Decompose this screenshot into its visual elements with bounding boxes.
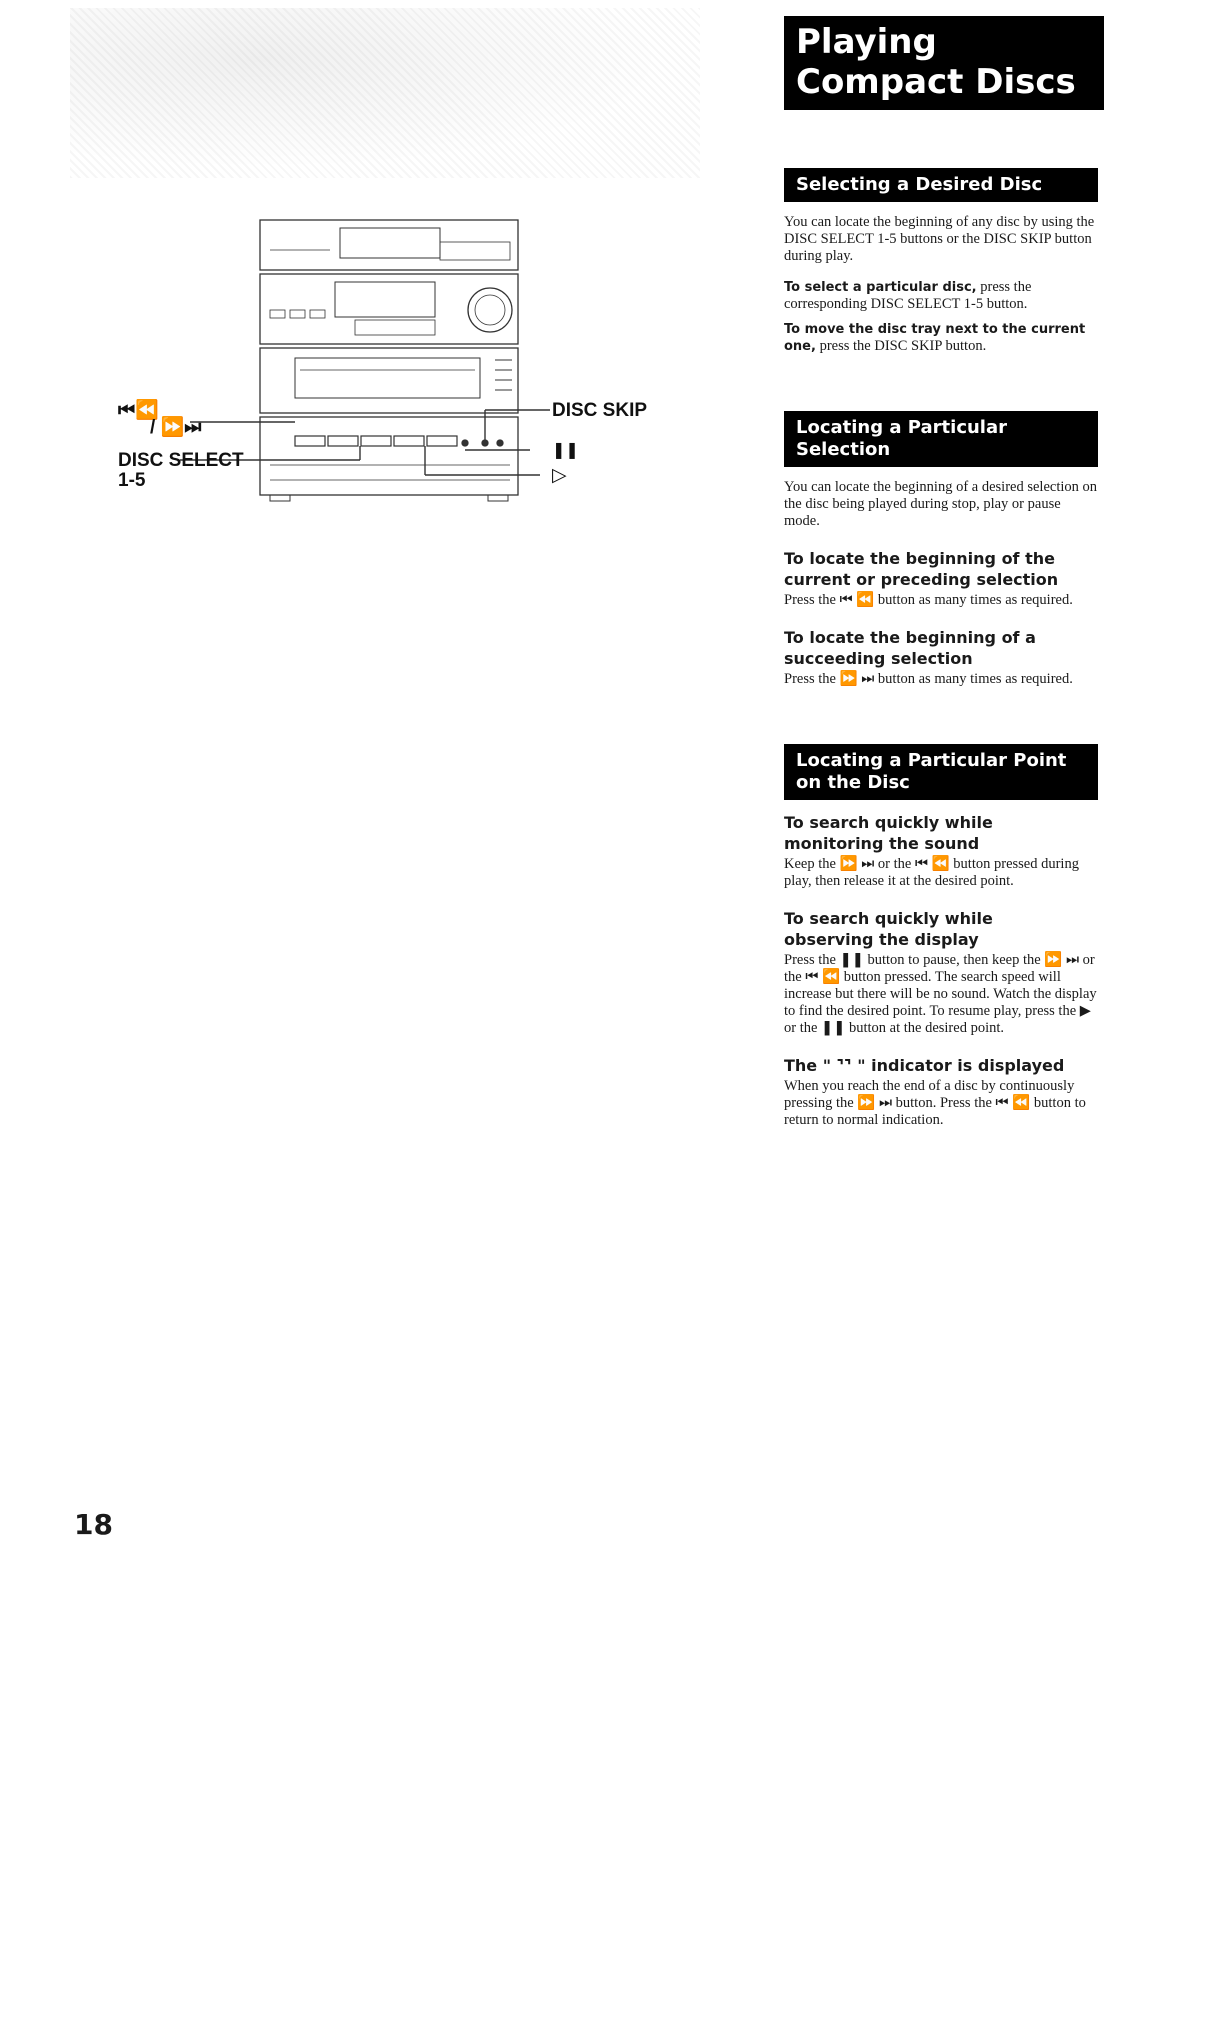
subheading-indicator: The " ⌝⌝ " indicator is displayed <box>784 1056 1065 1075</box>
select-para-2: To move the disc tray next to the current one, press the DISC SKIP button. <box>784 322 1086 354</box>
indicator-text: When you reach the end of a disc by continuously pressing the ⏩ ⏭ button. Press the ⏮ ⏪ button to return to normal indication. <box>784 1078 1086 1128</box>
disc-select-callout: DISC SELECT <box>118 450 244 471</box>
scan-texture <box>70 8 700 178</box>
section-heading-locate-point: Locating a Particular Point on the Disc <box>784 744 1098 800</box>
title-line-1: Playing <box>796 22 937 62</box>
locate-selection-intro: You can locate the beginning of a desired selection on the disc being played during stop, play or pause mode. <box>784 479 1098 529</box>
ff-next-callout: / ⏩⏭ <box>150 417 202 438</box>
stereo-figure <box>120 210 660 510</box>
disc-select-range-callout: 1-5 <box>118 470 146 491</box>
monitoring-text: Keep the ⏩ ⏭ or the ⏮ ⏪ button pressed during play, then release it at the desired point. <box>784 856 1079 889</box>
play-callout: ▷ <box>552 465 567 486</box>
preceding-text: Press the ⏮ ⏪ button as many times as required. <box>784 592 1073 608</box>
disc-skip-callout: DISC SKIP <box>552 400 648 421</box>
section-heading-locate-selection: Locating a Particular Selection <box>784 411 1098 467</box>
succeeding-text: Press the ⏩ ⏭ button as many times as required. <box>784 671 1073 687</box>
pause-callout: ❚❚ <box>552 442 579 459</box>
subheading-observing: To search quickly while observing the display <box>784 909 993 949</box>
title-line-2: Compact Discs <box>796 62 1076 102</box>
select-intro: You can locate the beginning of any disc by using the DISC SELECT 1-5 buttons or the DISC SKIP button during play. <box>784 214 1095 264</box>
content-column <box>784 16 1098 1137</box>
subheading-preceding: To locate the beginning of the current or preceding selection <box>784 549 1059 589</box>
observing-text: Press the ❚❚ button to pause, then keep the ⏩ ⏭ or the ⏮ ⏪ button pressed. The search speed will increase but there will be no sound. Watch the display to find the desired point. To resume play, press the ▶ or the ❚❚ button at the desired point. <box>784 952 1097 1036</box>
prev-rew-callout: ⏮⏪ <box>118 400 159 421</box>
subheading-monitoring: To search quickly while monitoring the sound <box>784 813 993 853</box>
subheading-succeeding: To locate the beginning of a succeeding selection <box>784 628 1036 668</box>
page-title <box>784 16 1104 110</box>
select-para-1: To select a particular disc, press the corresponding DISC SELECT 1-5 button. <box>784 279 1032 312</box>
tuner-unit <box>260 274 518 344</box>
section-heading-select: Selecting a Desired Disc <box>784 168 1098 202</box>
cd-unit <box>260 417 518 495</box>
page-number: 18 <box>74 1508 113 1541</box>
